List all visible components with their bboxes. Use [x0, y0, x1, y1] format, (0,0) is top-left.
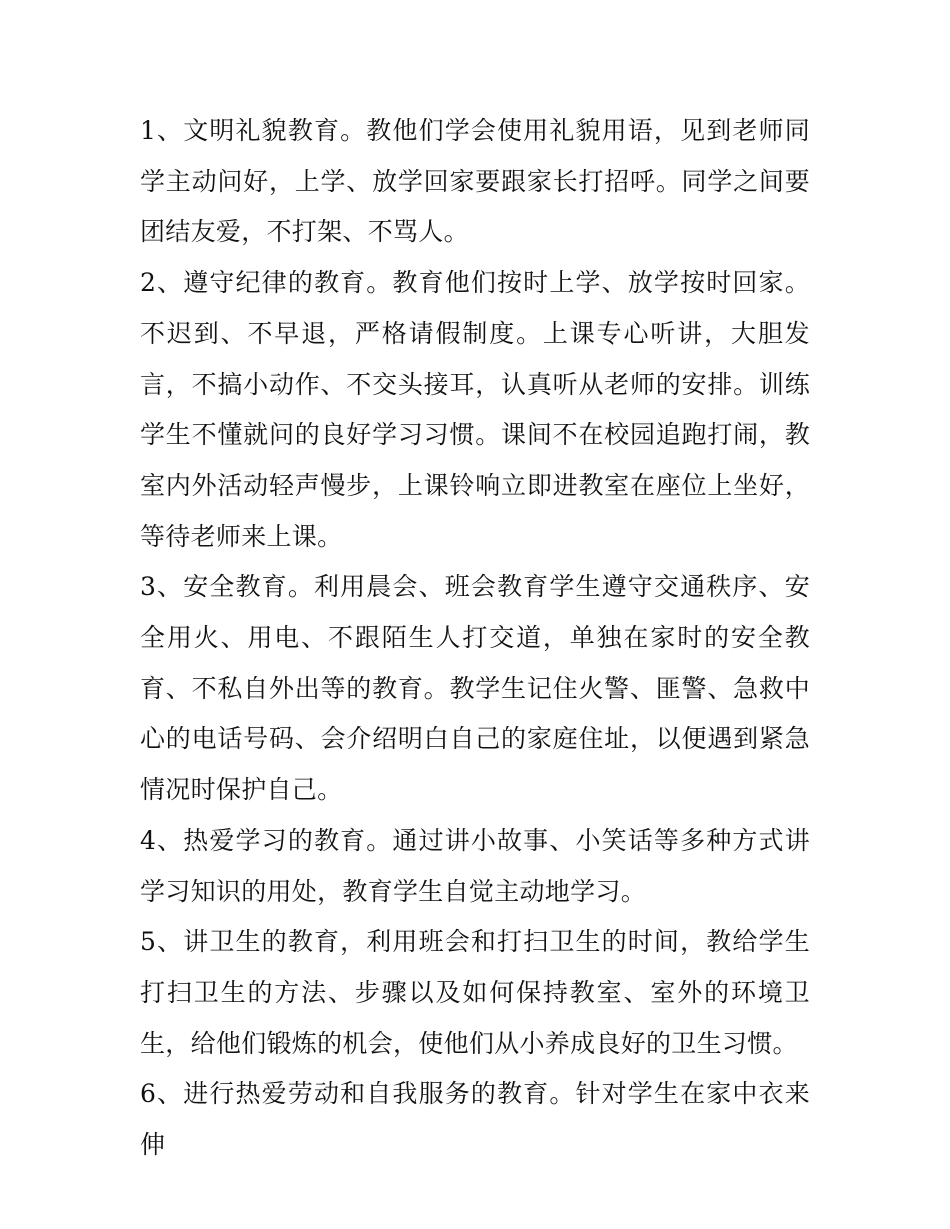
paragraph-hygiene: 5、讲卫生的教育，利用班会和打扫卫生的时间，教给学生打扫卫生的方法、步骤以及如何保持教室、室外的环境卫生，给他们锻炼的机会，使他们从小养成良好的卫生习惯。: [140, 927, 810, 1058]
paragraph-etiquette: 1、文明礼貌教育。教他们学会使用礼貌用语，见到老师同学主动问好，上学、放学回家要跟家长打招呼。同学之间要团结友爱，不打架、不骂人。: [140, 116, 810, 247]
paragraph-safety: 3、安全教育。利用晨会、班会教育学生遵守交通秩序、安全用火、用电、不跟陌生人打交道，单独在家时的安全教育、不私自外出等的教育。教学生记住火警、匪警、急救中心的电话号码、会介绍明白自己的家庭住址，以便遇到紧急情况时保护自己。: [140, 572, 810, 805]
paragraph-labor: 6、进行热爱劳动和自我服务的教育。针对学生在家中衣来伸: [140, 1079, 810, 1160]
paragraph-discipline: 2、遵守纪律的教育。教育他们按时上学、放学按时回家。不迟到、不早退，严格请假制度。上课专心听讲，大胆发言，不搞小动作、不交头接耳，认真听从老师的安排。训练学生不懂就问的良好学习习惯。课间不在校园追跑打闹，教室内外活动轻声慢步，上课铃响立即进教室在座位上坐好，等待老师来上课。: [140, 268, 810, 551]
document-body: [140, 106, 810, 1171]
paragraph-learning: 4、热爱学习的教育。通过讲小故事、小笑话等多种方式讲学习知识的用处，教育学生自觉主动地学习。: [140, 825, 810, 906]
